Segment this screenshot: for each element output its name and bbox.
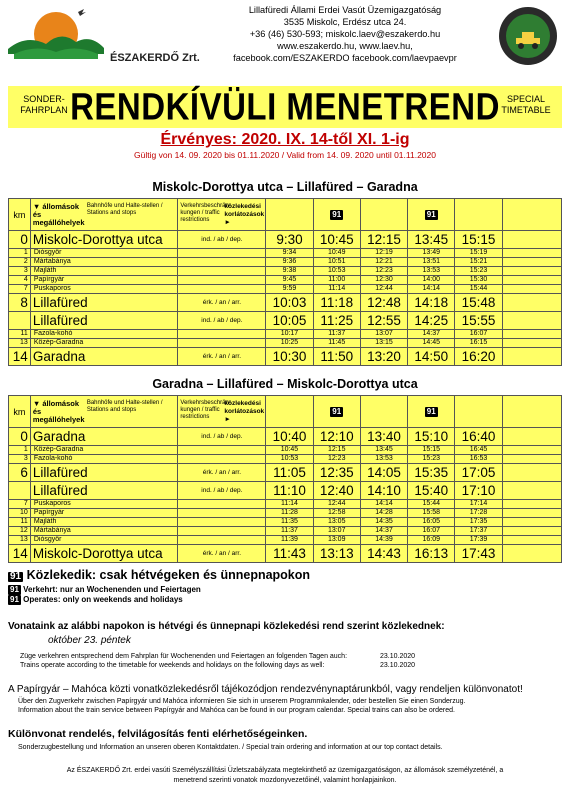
special-days [8, 621, 562, 670]
stations-label: ▼ állomások és megállóhelyek [32, 398, 85, 424]
departure-time: 15:48 [455, 294, 502, 312]
departure-time: 11:35 [266, 518, 313, 527]
legend-en: Operates: only on weekends and holidays [23, 595, 183, 604]
col-blank [502, 500, 561, 509]
departure-time: 12:48 [360, 294, 407, 312]
contact-line: www.eszakerdo.hu, www.laev.hu, [277, 41, 413, 51]
station-name: Majláth [30, 267, 178, 276]
contact-line: facebook.com/ESZAKERDO facebook.com/laevpaevpr [233, 53, 457, 63]
departure-time: 12:55 [360, 312, 407, 330]
col-station-header [30, 396, 178, 428]
mahoca-title: A Papírgyár – Mahóca közti vonatközlekedésről tájékozódjon rendezvénynaptárunkból, vagy rendeljen különvonatot! [8, 684, 523, 695]
col-blank [502, 527, 561, 536]
km-cell: 14 [9, 545, 31, 563]
departure-time: 12:40 [313, 482, 360, 500]
col-train-header [360, 199, 407, 231]
km-cell: 13 [9, 536, 31, 545]
departure-time: 10:45 [313, 231, 360, 249]
departure-time: 13:53 [360, 455, 407, 464]
col-blank [502, 446, 561, 455]
stop-type [178, 330, 266, 339]
charter-title: Különvonat rendelés, felvilágosítás fenti elérhetőségeinken. [8, 728, 308, 740]
station-name: Fazola-kohó [30, 455, 178, 464]
col-blank [502, 339, 561, 348]
restrictions-label-hu: közlekedési korlátozások ► [224, 399, 265, 423]
timetable-row [9, 330, 562, 339]
col-restriction-header [178, 396, 266, 428]
departure-time: 13:40 [360, 428, 407, 446]
station-name: Garadna [30, 348, 178, 366]
departure-time: 11:45 [313, 339, 360, 348]
page-header [0, 0, 570, 82]
col-blank [502, 545, 561, 563]
departure-time: 10:30 [266, 348, 313, 366]
page-title: RENDKÍVÜLI MENETREND [70, 85, 500, 128]
km-cell: 0 [9, 428, 31, 446]
mahoca-info [8, 684, 562, 715]
special-days-de-date: 23.10.2020 [380, 653, 416, 660]
station-name: Közép-Garadna [30, 339, 178, 348]
col-blank [502, 518, 561, 527]
km-cell: 4 [9, 276, 31, 285]
departure-time: 16:07 [455, 330, 502, 339]
contact-line: +36 (46) 530-593; miskolc.laev@eszakerdo.hu [249, 29, 441, 39]
station-name: Mártabánya [30, 258, 178, 267]
km-cell: 1 [9, 249, 31, 258]
departure-time: 10:03 [266, 294, 313, 312]
departure-time: 9:34 [266, 249, 313, 258]
departure-time: 17:37 [455, 527, 502, 536]
departure-time: 14:00 [408, 276, 455, 285]
col-train-header [360, 396, 407, 428]
departure-time: 16:45 [455, 446, 502, 455]
col-blank [502, 276, 561, 285]
mahoca-en: Information about the train service between Papírgyár and Mahóca can be found in our program calendar. Special trains can also be ordered. [18, 707, 455, 714]
weekend-badge-icon: 91 [426, 406, 436, 416]
departure-time: 12:35 [313, 464, 360, 482]
departure-time: 16:09 [408, 536, 455, 545]
timetable-row [9, 339, 562, 348]
departure-time: 9:45 [266, 276, 313, 285]
timetable-row [9, 258, 562, 267]
contact-block [200, 4, 490, 64]
departure-time: 14:43 [360, 545, 407, 563]
timetable-return [8, 395, 562, 563]
departure-time: 11:14 [313, 285, 360, 294]
col-restriction-header [178, 199, 266, 231]
departure-time: 12:44 [313, 500, 360, 509]
departure-time: 9:36 [266, 258, 313, 267]
departure-time: 13:09 [313, 536, 360, 545]
special-days-date: október 23. péntek [48, 635, 131, 646]
stop-type: érk. / an / arr. [178, 545, 266, 563]
departure-time: 13:45 [360, 446, 407, 455]
stop-type [178, 267, 266, 276]
col-km-header: km [9, 199, 31, 231]
station-name: Majláth [30, 518, 178, 527]
stations-label-de-en: Bahnhöfe und Halte-stellen / Stations and stops [86, 202, 163, 216]
departure-time: 11:25 [313, 312, 360, 330]
departure-time: 16:13 [408, 545, 455, 563]
timetable-row [9, 536, 562, 545]
km-cell [9, 482, 31, 500]
stop-type: ind. / ab / dep. [178, 231, 266, 249]
eszakerdo-logo-icon [6, 4, 106, 74]
col-station-header [30, 199, 178, 231]
col-blank [502, 312, 561, 330]
station-name: Miskolc-Dorottya utca [30, 231, 178, 249]
km-cell: 6 [9, 464, 31, 482]
station-name: Lillafüred [30, 482, 178, 500]
departure-time: 15:58 [408, 509, 455, 518]
km-cell: 14 [9, 348, 31, 366]
stop-type [178, 527, 266, 536]
stop-type [178, 536, 266, 545]
restrictions-label-hu: közlekedési korlátozások ► [224, 202, 265, 226]
col-blank [502, 455, 561, 464]
validity-subtitle: Gültig von 14. 09. 2020 bis 01.11.2020 / Valid from 14. 09. 2020 until 01.11.2020 [134, 150, 436, 160]
departure-time: 10:53 [313, 267, 360, 276]
mahoca-de: Über den Zugverkehr zwischen Papírgyár und Mahóca informieren Sie sich in unserem Programmkalender, oder bestellen Sie einen Sonderzug. [18, 698, 466, 705]
km-cell: 2 [9, 258, 31, 267]
departure-time: 11:43 [266, 545, 313, 563]
stop-type [178, 249, 266, 258]
weekend-badge-icon: 91 [426, 209, 436, 219]
departure-time: 11:10 [266, 482, 313, 500]
departure-time: 15:21 [455, 258, 502, 267]
departure-time: 13:51 [408, 258, 455, 267]
stop-type: ind. / ab / dep. [178, 482, 266, 500]
departure-time: 12:23 [360, 267, 407, 276]
departure-time: 17:39 [455, 536, 502, 545]
departure-time: 17:35 [455, 518, 502, 527]
km-cell: 1 [9, 446, 31, 455]
departure-time: 17:28 [455, 509, 502, 518]
departure-time: 14:37 [408, 330, 455, 339]
legend [8, 568, 562, 605]
stop-type: ind. / ab / dep. [178, 312, 266, 330]
departure-time: 13:53 [408, 267, 455, 276]
col-train-header [455, 396, 502, 428]
banner-left-label: SONDER- FAHRPLAN [20, 94, 68, 115]
station-name: Papírgyár [30, 276, 178, 285]
departure-time: 14:25 [408, 312, 455, 330]
stop-type [178, 339, 266, 348]
stop-type [178, 500, 266, 509]
charter-sub: Sonderzugbestellung und Information an unseren oberen Kontaktdaten. / Special train ordering and information at our top contact details. [18, 744, 443, 751]
station-name: Diósgyőr [30, 249, 178, 258]
departure-time: 14:39 [360, 536, 407, 545]
departure-time: 16:07 [408, 527, 455, 536]
col-blank [502, 482, 561, 500]
station-name: Mártabánya [30, 527, 178, 536]
timetable-row [9, 267, 562, 276]
timetable-row [9, 455, 562, 464]
footer-line: Az ÉSZAKERDŐ Zrt. erdei vasúti Személyszállítási Üzletszabályzata megtekinthető az üzemigazgatóságon, az állomások személyzeténél, a [66, 767, 504, 774]
departure-time: 14:28 [360, 509, 407, 518]
departure-time: 10:49 [313, 249, 360, 258]
special-days-title: Vonataink az alábbi napokon is hétvégi és ünnepnapi közlekedési rend szerint közlekednek: [8, 621, 445, 632]
col-blank [502, 509, 561, 518]
col-blank [502, 231, 561, 249]
station-name: Lillafüred [30, 464, 178, 482]
timetable-row [9, 428, 562, 446]
title-banner [8, 86, 562, 128]
weekend-badge-icon: 91 [10, 595, 19, 604]
km-cell: 12 [9, 527, 31, 536]
departure-time: 15:35 [408, 464, 455, 482]
station-name: Fazola-kohó [30, 330, 178, 339]
km-cell [9, 312, 31, 330]
departure-time: 17:14 [455, 500, 502, 509]
km-cell: 8 [9, 294, 31, 312]
departure-time: 17:43 [455, 545, 502, 563]
restrictions-label: Verkehrsbeschrän-kungen / traffic restrictions [180, 202, 231, 223]
timetable-row [9, 518, 562, 527]
departure-time: 13:45 [408, 231, 455, 249]
col-train-header [313, 199, 360, 231]
departure-time: 16:40 [455, 428, 502, 446]
departure-time: 16:15 [455, 339, 502, 348]
departure-time: 14:18 [408, 294, 455, 312]
restrictions-label: Verkehrsbeschrän-kungen / traffic restrictions [180, 399, 231, 420]
station-name: Lillafüred [30, 312, 178, 330]
departure-time: 14:14 [360, 500, 407, 509]
departure-time: 11:39 [266, 536, 313, 545]
stop-type [178, 446, 266, 455]
route-title: Garadna – Lillafüred – Miskolc-Dorottya utca [152, 377, 418, 391]
col-blank [502, 396, 561, 428]
departure-time: 14:37 [360, 527, 407, 536]
timetable-row [9, 482, 562, 500]
timetable-row [9, 527, 562, 536]
departure-time: 15:23 [455, 267, 502, 276]
col-blank [502, 267, 561, 276]
departure-time: 15:19 [455, 249, 502, 258]
timetable-row [9, 545, 562, 563]
timetable-row [9, 294, 562, 312]
col-train-header [266, 396, 313, 428]
departure-time: 9:59 [266, 285, 313, 294]
col-blank [502, 464, 561, 482]
km-cell: 3 [9, 267, 31, 276]
col-blank [502, 330, 561, 339]
departure-time: 14:14 [408, 285, 455, 294]
timetable-row [9, 231, 562, 249]
timetable-row [9, 446, 562, 455]
stop-type [178, 285, 266, 294]
departure-time: 14:10 [360, 482, 407, 500]
stop-type: ind. / ab / dep. [178, 428, 266, 446]
col-train-header [266, 199, 313, 231]
col-blank [502, 249, 561, 258]
departure-time: 13:13 [313, 545, 360, 563]
stop-type: érk. / an / arr. [178, 464, 266, 482]
departure-time: 10:45 [266, 446, 313, 455]
charter-info [8, 728, 562, 752]
timetable-row [9, 509, 562, 518]
stations-label: ▼ állomások és megállóhelyek [32, 201, 85, 227]
stop-type [178, 509, 266, 518]
col-blank [502, 428, 561, 446]
km-cell: 11 [9, 518, 31, 527]
stop-type: érk. / an / arr. [178, 294, 266, 312]
stop-type [178, 258, 266, 267]
laev-seal-icon [498, 6, 558, 66]
col-train-header [455, 199, 502, 231]
departure-time: 13:49 [408, 249, 455, 258]
col-blank [502, 294, 561, 312]
departure-time: 11:05 [266, 464, 313, 482]
km-cell: 0 [9, 231, 31, 249]
departure-time: 12:15 [313, 446, 360, 455]
departure-time: 12:44 [360, 285, 407, 294]
departure-time: 13:07 [360, 330, 407, 339]
departure-time: 15:44 [408, 500, 455, 509]
km-cell: 7 [9, 285, 31, 294]
departure-time: 11:14 [266, 500, 313, 509]
station-name: Diósgyőr [30, 536, 178, 545]
weekend-badge-icon: 91 [10, 585, 19, 594]
brand-name: ÉSZAKERDŐ Zrt. [110, 52, 200, 64]
departure-time: 13:15 [360, 339, 407, 348]
station-name: Papírgyár [30, 509, 178, 518]
departure-time: 12:30 [360, 276, 407, 285]
departure-time: 13:05 [313, 518, 360, 527]
legend-de: Verkehrt: nur an Wochenenden und Feiertagen [23, 585, 201, 594]
departure-time: 15:40 [408, 482, 455, 500]
station-name: Puskaporos [30, 285, 178, 294]
departure-time: 17:10 [455, 482, 502, 500]
departure-time: 11:28 [266, 509, 313, 518]
km-cell: 3 [9, 455, 31, 464]
departure-time: 11:18 [313, 294, 360, 312]
route-title: Miskolc-Dorottya utca – Lillafüred – Garadna [152, 180, 418, 194]
special-days-en: Trains operate according to the timetable for weekends and holidays on the following days as well: [20, 662, 325, 669]
departure-time: 16:53 [455, 455, 502, 464]
stop-type [178, 518, 266, 527]
station-name: Puskaporos [30, 500, 178, 509]
departure-time: 17:05 [455, 464, 502, 482]
timetable-row [9, 285, 562, 294]
km-cell: 11 [9, 330, 31, 339]
km-cell: 7 [9, 500, 31, 509]
col-blank [502, 285, 561, 294]
footer-note [8, 766, 562, 786]
weekend-badge-icon: 91 [332, 209, 342, 219]
weekend-badge-icon: 91 [332, 406, 342, 416]
weekend-badge-icon: 91 [10, 571, 22, 582]
station-name: Lillafüred [30, 294, 178, 312]
footer-line: menetrend szerinti vonatok mozdonyvezetőinél, valamint honlapjainkon. [173, 777, 397, 784]
station-name: Miskolc-Dorottya utca [30, 545, 178, 563]
col-blank [502, 536, 561, 545]
stop-type [178, 455, 266, 464]
departure-time: 10:40 [266, 428, 313, 446]
departure-time: 9:38 [266, 267, 313, 276]
departure-time: 15:10 [408, 428, 455, 446]
departure-time: 12:19 [360, 249, 407, 258]
col-blank [502, 258, 561, 267]
departure-time: 12:10 [313, 428, 360, 446]
validity-title: Érvényes: 2020. IX. 14-től XI. 1-ig [160, 131, 410, 148]
departure-time: 15:44 [455, 285, 502, 294]
stations-label-de-en: Bahnhöfe und Halte-stellen / Stations and stops [86, 399, 163, 413]
timetable-row [9, 464, 562, 482]
departure-time: 15:30 [455, 276, 502, 285]
stop-type: érk. / an / arr. [178, 348, 266, 366]
stop-type [178, 276, 266, 285]
timetable-row [9, 348, 562, 366]
timetable-row [9, 249, 562, 258]
km-cell: 10 [9, 509, 31, 518]
timetable-outbound [8, 198, 562, 366]
departure-time: 15:15 [408, 446, 455, 455]
departure-time: 14:35 [360, 518, 407, 527]
departure-time: 15:55 [455, 312, 502, 330]
departure-time: 14:05 [360, 464, 407, 482]
col-train-header [408, 396, 455, 428]
departure-time: 12:15 [360, 231, 407, 249]
departure-time: 12:58 [313, 509, 360, 518]
departure-time: 10:25 [266, 339, 313, 348]
contact-line: 3535 Miskolc, Erdész utca 24. [283, 17, 407, 27]
banner-right-label: SPECIAL TIMETABLE [501, 94, 551, 115]
departure-time: 15:15 [455, 231, 502, 249]
departure-time: 16:05 [408, 518, 455, 527]
station-name: Garadna [30, 428, 178, 446]
legend-hu: Közlekedik: csak hétvégeken és ünnepnapokon [26, 568, 311, 582]
departure-time: 12:23 [313, 455, 360, 464]
col-blank [502, 199, 561, 231]
departure-time: 14:45 [408, 339, 455, 348]
departure-time: 16:20 [455, 348, 502, 366]
departure-time: 10:53 [266, 455, 313, 464]
departure-time: 12:21 [360, 258, 407, 267]
departure-time: 15:23 [408, 455, 455, 464]
departure-time: 13:20 [360, 348, 407, 366]
departure-time: 14:50 [408, 348, 455, 366]
col-train-header [313, 396, 360, 428]
col-blank [502, 348, 561, 366]
departure-time: 9:30 [266, 231, 313, 249]
timetable-row [9, 312, 562, 330]
departure-time: 11:37 [313, 330, 360, 339]
col-train-header [408, 199, 455, 231]
departure-time: 10:51 [313, 258, 360, 267]
departure-time: 11:50 [313, 348, 360, 366]
departure-time: 10:17 [266, 330, 313, 339]
special-days-en-date: 23.10.2020 [380, 662, 416, 669]
timetable-row [9, 276, 562, 285]
departure-time: 11:00 [313, 276, 360, 285]
col-km-header: km [9, 396, 31, 428]
departure-time: 10:05 [266, 312, 313, 330]
station-name: Közép-Garadna [30, 446, 178, 455]
contact-line: Lillafüredi Állami Erdei Vasút Üzemigazgatóság [248, 5, 442, 15]
special-days-de: Züge verkehren entsprechend dem Fahrplan für Wochenenden und Feiertagen an folgenden Tagen auch: [20, 653, 348, 660]
timetable-row [9, 500, 562, 509]
km-cell: 13 [9, 339, 31, 348]
departure-time: 11:37 [266, 527, 313, 536]
departure-time: 13:07 [313, 527, 360, 536]
